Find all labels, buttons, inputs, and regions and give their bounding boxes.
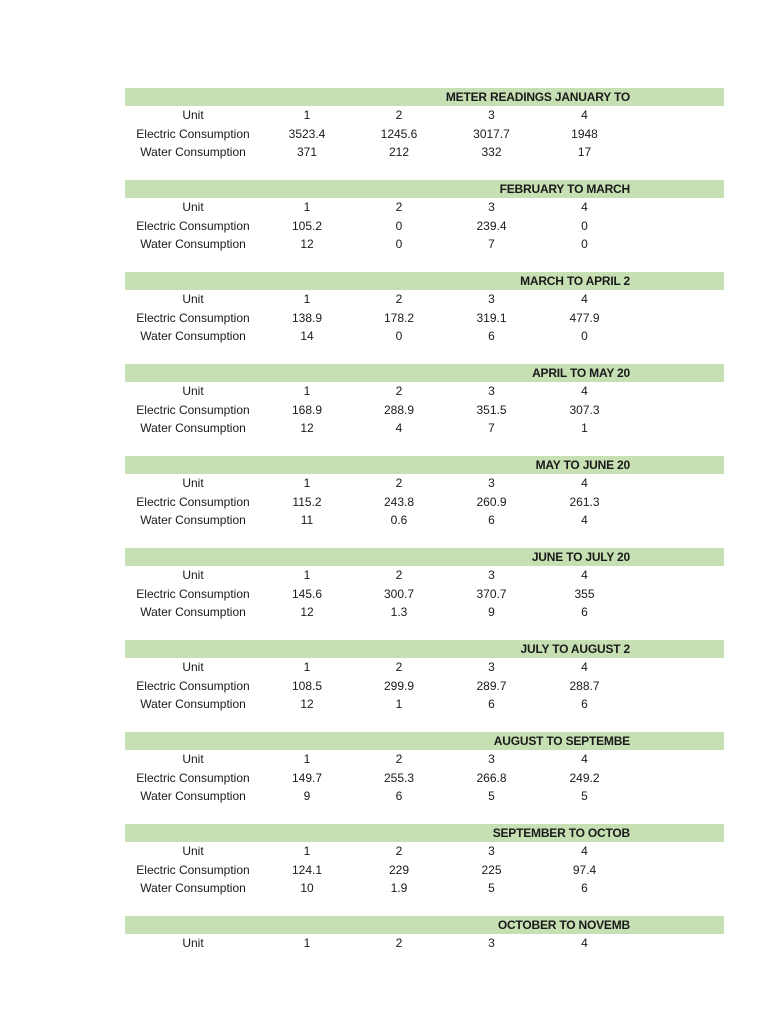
period-header-band: [125, 916, 724, 934]
water-consumption-row: [125, 787, 724, 806]
unit-4-value: 5: [581, 789, 588, 803]
unit-1-value: 371: [296, 145, 318, 159]
unit-2-value: 300.7: [383, 586, 415, 601]
unit-2-value: 0: [395, 329, 403, 343]
period-block: [125, 732, 724, 824]
unit-3-value: 3: [488, 752, 495, 766]
row-label: Electric Consumption: [136, 494, 250, 509]
row-label: Electric Consumption: [136, 310, 250, 325]
unit-3-value: 6: [488, 697, 495, 711]
period-title: JULY TO AUGUST 2: [520, 642, 630, 656]
unit-3-value: 6: [488, 329, 495, 343]
period-title: MARCH TO APRIL 2: [520, 274, 630, 288]
unit-2-value: 4: [395, 421, 403, 435]
unit-3-value: 3: [488, 384, 495, 398]
unit-2-value: 0: [395, 218, 403, 233]
period-block: [125, 180, 724, 272]
row-label: Electric Consumption: [136, 218, 250, 233]
row-label: Unit: [182, 568, 204, 582]
period-header-band: [125, 732, 724, 750]
unit-2-value: 288.9: [383, 402, 415, 417]
unit-3-value: 370.7: [476, 586, 507, 601]
water-consumption-row: [125, 603, 724, 622]
period-block: [125, 640, 724, 732]
unit-2-value: 2: [395, 844, 403, 858]
period-title: JUNE TO JULY 20: [531, 550, 630, 564]
unit-row: [125, 474, 724, 493]
unit-1-value: 12: [300, 697, 314, 711]
unit-3-value: 5: [488, 881, 495, 895]
period-title: APRIL TO MAY 20: [532, 366, 630, 380]
unit-1-value: 108.5: [291, 678, 323, 693]
unit-row: [125, 750, 724, 769]
unit-1-value: 1: [303, 384, 311, 398]
unit-4-value: 4: [581, 292, 588, 306]
unit-4-value: 6: [581, 697, 588, 711]
row-label: Unit: [182, 108, 204, 122]
unit-4-value: 4: [581, 844, 588, 858]
unit-1-value: 12: [300, 605, 314, 619]
unit-4-value: 0: [581, 329, 588, 343]
unit-1-value: 1: [303, 568, 311, 582]
electric-consumption-row: [125, 861, 724, 880]
row-label: Unit: [182, 660, 204, 674]
unit-4-value: 4: [581, 936, 588, 950]
period-block: [125, 824, 724, 916]
unit-3-value: 6: [488, 513, 495, 527]
unit-2-value: 299.9: [383, 678, 415, 693]
period-header-band: [125, 180, 724, 198]
row-label: Unit: [182, 384, 204, 398]
row-label: Water Consumption: [140, 421, 246, 435]
unit-4-value: 4: [581, 752, 588, 766]
unit-1-value: 12: [300, 237, 314, 251]
row-label: Water Consumption: [140, 697, 246, 711]
water-consumption-row: [125, 879, 724, 898]
period-header-band: [125, 456, 724, 474]
unit-1-value: 115.2: [292, 494, 322, 509]
unit-4-value: 477.9: [569, 310, 600, 325]
period-title: METER READINGS JANUARY TO: [445, 90, 630, 104]
electric-consumption-row: [125, 401, 724, 420]
unit-4-value: 6: [581, 881, 588, 895]
period-block: [125, 272, 724, 364]
unit-3-value: 289.7: [476, 678, 507, 693]
unit-2-value: 2: [395, 108, 403, 122]
row-label: Electric Consumption: [136, 402, 250, 417]
unit-4-value: 249.2: [569, 770, 600, 785]
unit-3-value: 3: [488, 844, 495, 858]
unit-4-value: 307.3: [569, 402, 600, 417]
water-consumption-row: [125, 695, 724, 714]
period-title: MAY TO JUNE 20: [535, 458, 630, 472]
electric-consumption-row: [125, 493, 724, 512]
period-block: [125, 916, 724, 1008]
unit-1-value: 1: [303, 476, 311, 490]
unit-4-value: 261.3: [569, 494, 600, 509]
unit-2-value: 1245.6: [380, 126, 418, 141]
unit-row: [125, 382, 724, 401]
unit-4-value: 97.4: [572, 862, 597, 877]
row-label: Electric Consumption: [136, 678, 250, 693]
period-title: SEPTEMBER TO OCTOB: [492, 826, 630, 840]
unit-1-value: 10: [300, 881, 314, 895]
unit-row: [125, 842, 724, 861]
unit-1-value: 105.2: [291, 218, 323, 233]
unit-2-value: 1.3: [390, 605, 408, 619]
period-block: [125, 364, 724, 456]
unit-2-value: 229: [388, 862, 410, 877]
unit-2-value: 0: [395, 237, 403, 251]
unit-1-value: 1: [303, 200, 311, 214]
water-consumption-row: [125, 511, 724, 530]
period-header-band: [125, 88, 724, 106]
row-label: Water Consumption: [140, 329, 246, 343]
unit-3-value: 319.1: [476, 310, 507, 325]
row-label: Water Consumption: [140, 237, 246, 251]
unit-2-value: 1: [395, 697, 403, 711]
unit-3-value: 3: [488, 108, 495, 122]
unit-3-value: 260.9: [476, 494, 507, 509]
period-header-band: [125, 640, 724, 658]
unit-2-value: 178.2: [383, 310, 415, 325]
row-label: Water Consumption: [140, 881, 246, 895]
unit-2-value: 212: [388, 145, 410, 159]
unit-2-value: 2: [395, 384, 403, 398]
electric-consumption-row: [125, 309, 724, 328]
unit-1-value: 11: [300, 513, 314, 527]
row-label: Electric Consumption: [136, 770, 250, 785]
row-label: Water Consumption: [140, 513, 246, 527]
unit-4-value: 4: [581, 476, 588, 490]
unit-2-value: 6: [395, 789, 403, 803]
row-label: Electric Consumption: [136, 862, 250, 877]
row-label: Unit: [182, 292, 204, 306]
unit-4-value: 1: [581, 421, 588, 435]
unit-4-value: 288.7: [569, 678, 600, 693]
unit-4-value: 4: [581, 108, 588, 122]
period-header-band: [125, 548, 724, 566]
unit-1-value: 1: [303, 292, 311, 306]
electric-consumption-row: [125, 217, 724, 236]
unit-row: [125, 106, 724, 125]
unit-row: [125, 658, 724, 677]
unit-1-value: 12: [300, 421, 314, 435]
electric-consumption-row: [125, 769, 724, 788]
unit-1-value: 124.1: [291, 862, 323, 877]
period-title: OCTOBER TO NOVEMB: [497, 918, 630, 932]
electric-consumption-row: [125, 125, 724, 144]
unit-4-value: 4: [581, 384, 588, 398]
row-label: Unit: [182, 200, 204, 214]
unit-3-value: 225: [481, 862, 502, 877]
unit-2-value: 243.8: [383, 494, 415, 509]
unit-4-value: 1948: [571, 126, 598, 141]
row-label: Water Consumption: [140, 605, 246, 619]
period-title: FEBRUARY TO MARCH: [499, 182, 630, 196]
unit-1-value: 1: [303, 108, 311, 122]
electric-consumption-row: [125, 585, 724, 604]
unit-1-value: 14: [300, 329, 314, 343]
row-label: Unit: [182, 936, 204, 950]
unit-2-value: 2: [395, 568, 403, 582]
unit-1-value: 3523.4: [288, 126, 326, 141]
row-label: Electric Consumption: [136, 586, 250, 601]
unit-3-value: 266.8: [476, 770, 507, 785]
unit-3-value: 239.4: [476, 218, 507, 233]
unit-3-value: 3: [488, 476, 495, 490]
unit-4-value: 4: [581, 660, 588, 674]
unit-1-value: 1: [303, 844, 311, 858]
unit-3-value: 3: [488, 936, 495, 950]
unit-2-value: 255.3: [383, 770, 415, 785]
unit-2-value: 2: [395, 476, 403, 490]
row-label: Electric Consumption: [136, 126, 250, 141]
unit-row: [125, 566, 724, 585]
period-header-band: [125, 272, 724, 290]
unit-1-value: 9: [303, 789, 311, 803]
unit-2-value: 2: [395, 936, 403, 950]
unit-4-value: 4: [581, 568, 588, 582]
water-consumption-row: [125, 419, 724, 438]
unit-3-value: 3: [488, 200, 495, 214]
unit-row: [125, 290, 724, 309]
unit-3-value: 3: [488, 292, 495, 306]
period-title: AUGUST TO SEPTEMBE: [493, 734, 630, 748]
row-label: Unit: [182, 844, 204, 858]
unit-3-value: 3: [488, 568, 495, 582]
period-block: [125, 88, 724, 180]
period-header-band: [125, 364, 724, 382]
unit-1-value: 1: [303, 660, 311, 674]
unit-3-value: 3: [488, 660, 495, 674]
unit-2-value: 2: [395, 752, 403, 766]
unit-2-value: 0.6: [390, 513, 408, 527]
unit-1-value: 145.6: [291, 586, 323, 601]
period-header-band: [125, 824, 724, 842]
unit-2-value: 2: [395, 292, 403, 306]
water-consumption-row: [125, 143, 724, 162]
unit-1-value: 168.9: [291, 402, 323, 417]
unit-3-value: 7: [488, 421, 495, 435]
unit-1-value: 1: [303, 752, 311, 766]
unit-4-value: 0: [581, 218, 588, 233]
unit-3-value: 7: [488, 237, 495, 251]
period-block: [125, 456, 724, 548]
unit-row: [125, 934, 724, 953]
unit-3-value: 9: [488, 605, 495, 619]
row-label: Water Consumption: [140, 145, 246, 159]
unit-3-value: 3017.7: [473, 126, 510, 141]
meter-readings-sheet: [125, 88, 724, 1008]
unit-4-value: 17: [577, 145, 592, 159]
electric-consumption-row: [125, 677, 724, 696]
row-label: Unit: [182, 476, 204, 490]
unit-2-value: 1.9: [390, 881, 408, 895]
unit-1-value: 1: [303, 936, 311, 950]
unit-4-value: 355: [574, 586, 595, 601]
unit-3-value: 5: [488, 789, 495, 803]
unit-4-value: 0: [581, 237, 588, 251]
row-label: Water Consumption: [140, 789, 246, 803]
unit-2-value: 2: [395, 660, 403, 674]
unit-row: [125, 198, 724, 217]
unit-1-value: 149.7: [291, 770, 323, 785]
period-block: [125, 548, 724, 640]
row-label: Unit: [182, 752, 204, 766]
unit-4-value: 4: [581, 513, 588, 527]
unit-1-value: 138.9: [291, 310, 323, 325]
water-consumption-row: [125, 327, 724, 346]
unit-4-value: 4: [581, 200, 588, 214]
water-consumption-row: [125, 235, 724, 254]
unit-3-value: 351.5: [476, 402, 507, 417]
unit-3-value: 332: [481, 145, 502, 159]
unit-4-value: 6: [581, 605, 588, 619]
unit-2-value: 2: [395, 200, 403, 214]
